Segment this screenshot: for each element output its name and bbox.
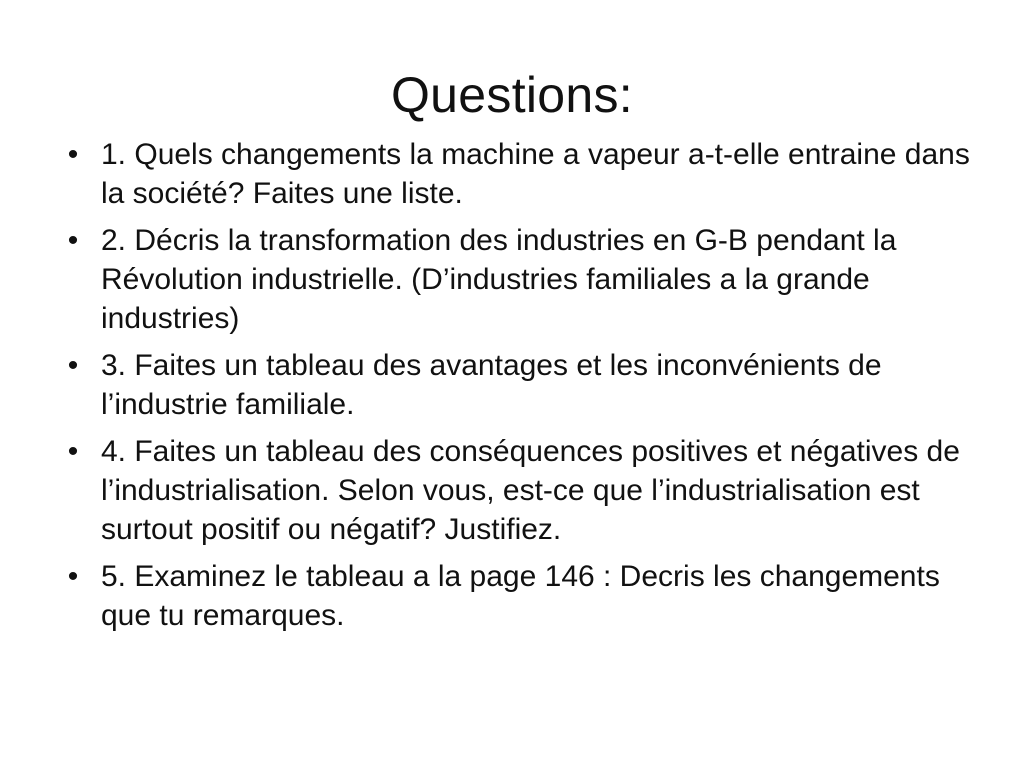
bullet-icon: •: [67, 224, 79, 257]
question-text: 5. Examinez le tableau a la page 146 : Decris les changements que tu remarques.: [101, 560, 940, 632]
slide-title: Questions:: [390, 67, 633, 123]
list-item: [56, 135, 976, 213]
list-item: [56, 221, 976, 338]
bullet-icon: •: [67, 138, 79, 171]
list-item: [56, 432, 976, 549]
question-text: 3. Faites un tableau des avantages et les inconvénients de l’industrie familiale.: [101, 349, 882, 421]
question-text: 1. Quels changements la machine a vapeur a-t-elle entraine dans la société? Faites une liste.: [101, 138, 970, 210]
bullet-icon: •: [67, 560, 79, 593]
question-list: [56, 135, 976, 643]
list-item: [56, 346, 976, 424]
list-item: [56, 557, 976, 635]
question-text: 4. Faites un tableau des conséquences positives et négatives de l’industrialisation. Selon vous, est-ce que l’industrialisation est surtout positif ou négatif? Justifiez.: [101, 435, 960, 546]
bullet-icon: •: [67, 435, 79, 468]
bullet-icon: •: [67, 349, 79, 382]
question-text: 2. Décris la transformation des industries en G-B pendant la Révolution industrielle. (D’industries familiales a la grande industries): [101, 224, 897, 335]
